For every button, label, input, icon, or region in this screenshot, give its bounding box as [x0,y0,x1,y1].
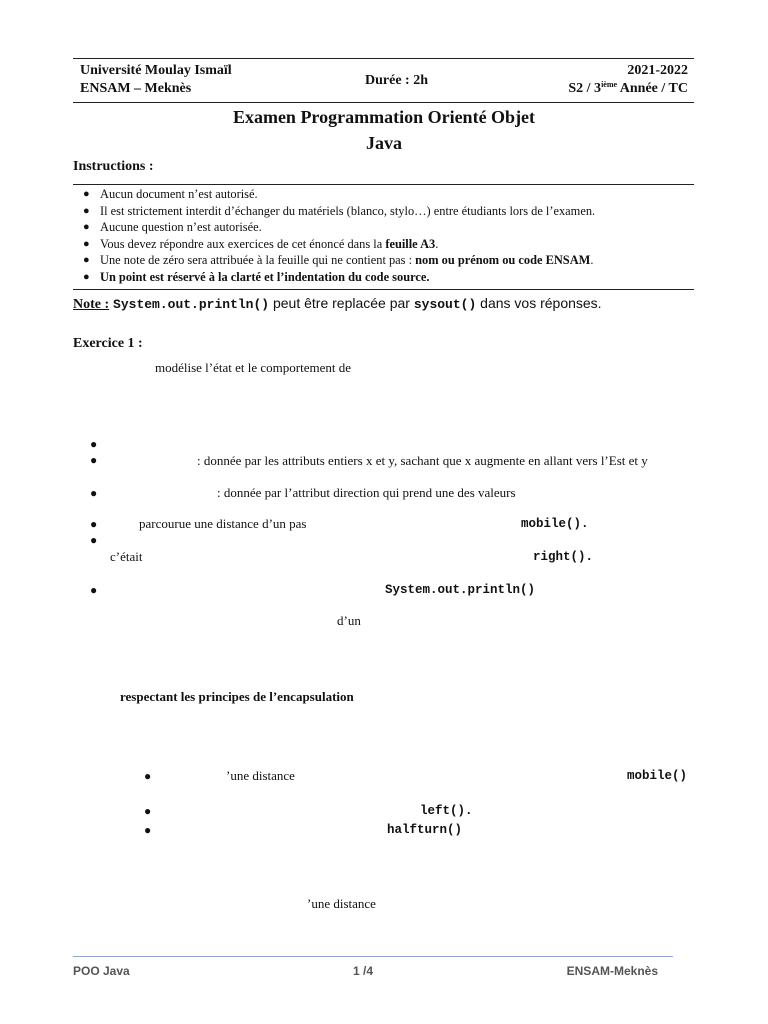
bullet-icon: ● [90,486,98,500]
bullet-icon: ● [90,437,98,451]
instruction-item [80,186,595,203]
instruction-item [80,219,595,236]
instruction-bold: feuille A3 [385,236,436,251]
bullet-icon: ● [144,769,152,783]
exam-subtitle: Java [366,133,402,153]
footer-right: ENSAM-Meknès [566,964,658,978]
item-move-text: parcourue une distance d’un pas [139,516,307,531]
header-year: 2021-2022 [627,63,688,78]
instruction-after: . [590,253,594,268]
item-move-code: mobile(). [521,517,589,531]
encapsulation-text: respectant les principes de l’encapsulation [120,689,354,704]
bullet-icon: ● [90,583,98,597]
bullet-icon: ● [83,237,90,250]
header-school: ENSAM – Meknès [80,81,192,96]
item-right-code: right(). [533,550,594,564]
note-label: Note : [73,297,110,312]
question-distance2-text: ’une distance [307,896,376,911]
instructions-list [80,186,595,286]
bullet-icon: ● [83,270,90,283]
note-end: dans vos réponses. [476,295,602,311]
instruction-text: Une note de zéro sera attribuée à la feuille qui ne contient pas : [100,253,416,268]
header-level-suffix: Année / TC [617,81,688,96]
text-dun: d’un [337,613,361,628]
bullet-icon: ● [90,517,98,531]
bullet-icon: ● [83,188,90,200]
item-position-text: : donnée par les attributs entiers x et y, sachant que x augmente en allant vers l’Est et y [197,453,648,468]
exercise1-label: Exercice 1 : [73,336,143,351]
instruction-bold: nom ou prénom ou code ENSAM [415,253,591,268]
note-line [73,295,602,313]
instruction-text: Il est strictement interdit d’échanger du matériels (blanco, stylo…) entre étudiants lors de l’examen. [100,203,596,218]
instruction-item [80,203,595,220]
instruction-item [80,236,595,253]
footer-left: POO Java [73,964,130,978]
footer-page-number: 1 /4 [353,964,374,978]
header-level [568,81,688,97]
header-bottom-rule [73,102,694,103]
header-level-sup: ième [601,80,618,89]
item-right-text: c’était [110,549,143,564]
footer-rule [73,956,673,957]
header-top-rule [73,58,694,59]
bullet-icon: ● [83,254,90,267]
bullet-icon: ● [144,823,152,837]
bullet-icon: ● [83,221,90,234]
instruction-item [80,252,595,269]
item-print-code: System.out.println() [385,583,536,597]
instruction-text: Aucune question n’est autorisée. [100,220,262,235]
instruction-after: . [435,236,439,251]
exercise1-intro: modélise l’état et le comportement de [155,360,352,375]
instructions-label: Instructions : [73,159,154,174]
question-left-code: left(). [420,804,473,818]
instruction-item [80,269,595,286]
question-halfturn-code: halfturn() [387,823,463,837]
bullet-icon: ● [83,204,90,217]
item-direction-text: : donnée par l’attribut direction qui prend une des valeurs [217,485,516,500]
question-distance-text: ’une distance [226,768,295,783]
question-mobile-code: mobile() [627,769,688,783]
instruction-bold: Un point est réservé à la clarté et l’indentation du code source. [100,269,430,284]
note-code-sysout: sysout() [413,297,477,312]
bullet-icon: ● [144,804,152,818]
header-university: Université Moulay Ismaïl [80,63,232,78]
bullet-icon: ● [90,533,98,547]
instruction-text: Vous devez répondre aux exercices de cet énoncé dans la [100,236,386,251]
note-code-println: System.out.println() [113,297,270,312]
header-level-prefix: S2 / 3 [568,81,602,96]
header-duration: Durée : 2h [365,73,428,88]
note-mid: peut être replacée par [269,295,414,311]
bullet-icon: ● [90,453,98,467]
instruction-text: Aucun document n’est autorisé. [100,187,258,201]
instructions-bottom-rule [73,289,694,290]
instructions-top-rule [73,184,694,185]
exam-title: Examen Programmation Orienté Objet [232,107,536,127]
